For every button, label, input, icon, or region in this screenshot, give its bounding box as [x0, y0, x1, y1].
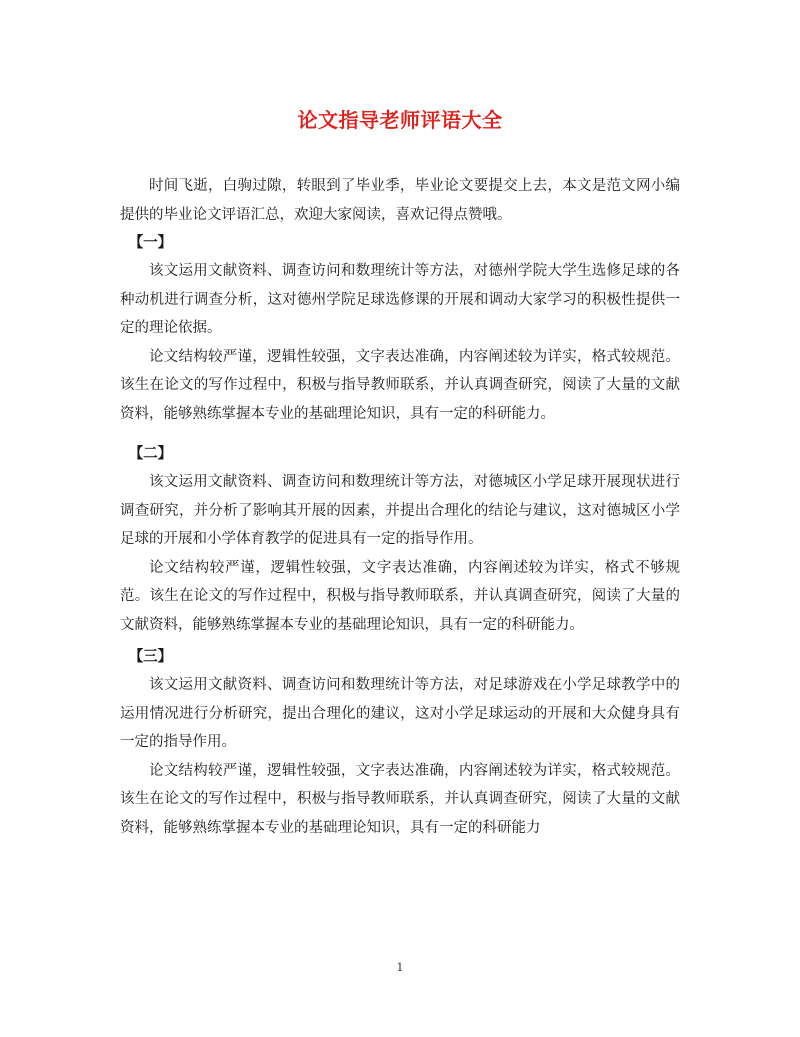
page-number: 1	[396, 961, 404, 974]
document-title: 论文指导老师评语大全	[297, 108, 503, 132]
section-2-paragraph-1: 该文运用文献资料、调查访问和数理统计等方法，对德城区小学足球开展现状进行调查研究，并分析了影响其开展的因素，并提出合理化的结论与建议，这对德城区小学足球的开展和小学体育教学的促进具有一定的指导作用。	[120, 474, 680, 547]
section-3-paragraph-1: 该文运用文献资料、调查访问和数理统计等方法，对足球游戏在小学足球教学中的运用情况进行分析研究，提出合理化的建议，这对小学足球运动的开展和大众健身具有一定的指导作用。	[120, 677, 680, 750]
section-1-paragraph-1: 该文运用文献资料、调查访问和数理统计等方法，对德州学院大学生选修足球的各种动机进行调查分析，这对德州学院足球选修课的开展和调动大家学习的积极性提供一定的理论依据。	[120, 263, 680, 336]
section-heading-3: 【三】	[128, 648, 173, 665]
section-3-paragraph-2: 论文结构较严谨，逻辑性较强，文字表达准确，内容阐述较为详实，格式较规范。该生在论文的写作过程中，积极与指导教师联系，并认真调查研究，阅读了大量的文献资料，能够熟练掌握本专业的基础理论知识，具有一定的科研能力	[120, 762, 680, 836]
section-heading-1: 【一】	[128, 234, 173, 251]
intro-paragraph: 时间飞逝，白驹过隙，转眼到了毕业季，毕业论文要提交上去，本文是范文网小编提供的毕业论文评语汇总，欢迎大家阅读，喜欢记得点赞哦。	[120, 178, 680, 223]
section-1-paragraph-2: 论文结构较严谨，逻辑性较强，文字表达准确，内容阐述较为详实，格式较规范。该生在论文的写作过程中，积极与指导教师联系，并认真调查研究，阅读了大量的文献资料，能够熟练掌握本专业的基础理论知识，具有一定的科研能力。	[120, 348, 680, 422]
document-body	[120, 172, 680, 842]
section-2-paragraph-2: 论文结构较严谨，逻辑性较强，文字表达准确，内容阐述较为详实，格式不够规范。该生在论文的写作过程中，积极与指导教师联系，并认真调查研究，阅读了大量的文献资料，能够熟练掌握本专业的基础理论知识，具有一定的科研能力。	[120, 559, 680, 633]
section-heading-2: 【二】	[128, 445, 173, 462]
